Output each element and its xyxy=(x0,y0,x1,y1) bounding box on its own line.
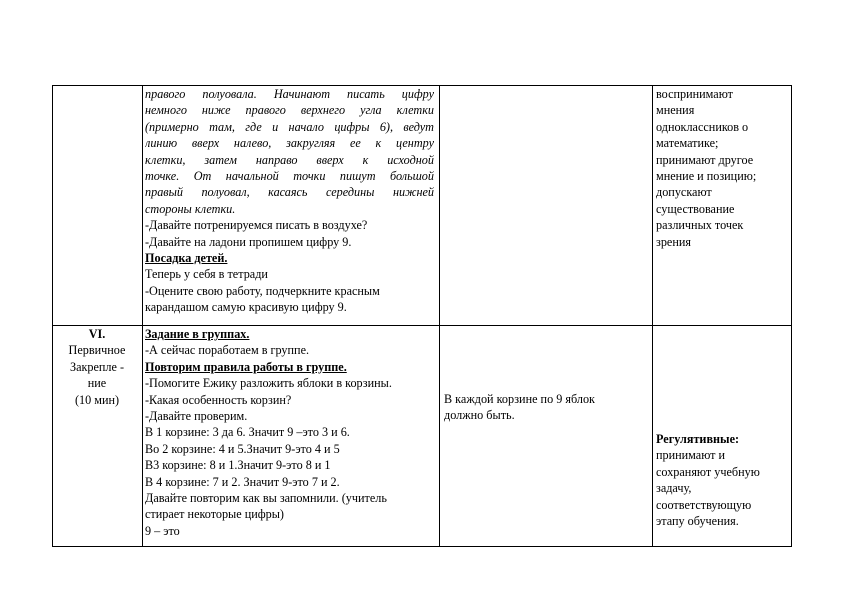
row1-teacher-cell xyxy=(145,86,434,316)
stage-text-line: Первичное xyxy=(68,343,126,358)
table-border-left xyxy=(52,85,53,547)
teacher-text-line: -Давайте потренируемся писать в воздухе? xyxy=(145,218,368,233)
teacher-text-line: 9 – это xyxy=(145,523,180,538)
student-text-line: должно быть. xyxy=(444,408,515,423)
column-divider-1 xyxy=(142,85,143,547)
teacher-text-line: линию вверх налево, закругляя ее к центру xyxy=(145,136,434,151)
uud-heading: Регулятивные: xyxy=(656,432,740,446)
stage-text-line: ние xyxy=(87,376,107,391)
teacher-text-line: -Помогите Ежику разложить яблоки в корзины. xyxy=(145,376,392,391)
teacher-text-line: -А сейчас поработаем в группе. xyxy=(145,343,310,358)
teacher-text-line: стороны клетки. xyxy=(145,201,236,216)
uud-text-line: мнения xyxy=(656,103,695,118)
row2-uud-cell xyxy=(656,431,788,529)
teacher-text-line: -Оцените свою работу, подчеркните красным xyxy=(145,283,380,298)
table-border-bottom xyxy=(52,546,792,547)
teacher-text-line: (примерно там, где и начало цифры 6), ведут xyxy=(145,119,434,134)
teacher-heading-line: Посадка детей. xyxy=(145,251,228,266)
row2-teacher-cell xyxy=(145,326,437,539)
teacher-text-line: точке. От начальной точки пишут большой xyxy=(145,169,434,184)
row2-student-cell xyxy=(444,391,649,424)
teacher-text-line: правый полуовал, касаясь середины нижней xyxy=(145,185,434,200)
uud-text-line: допускают xyxy=(656,185,712,200)
stage-number: VI. xyxy=(88,327,106,341)
teacher-text-line: карандашом самую красивую цифру 9. xyxy=(145,300,347,315)
teacher-heading-line: Задание в группах. xyxy=(145,327,250,341)
uud-text-line: сохраняют учебную xyxy=(656,464,760,479)
student-text-line: В каждой корзине по 9 яблок xyxy=(444,392,595,406)
uud-text-line: мнение и позицию; xyxy=(656,169,757,184)
uud-text-line: математике; xyxy=(656,136,719,151)
uud-text-line: принимают и xyxy=(656,448,726,463)
lesson-table xyxy=(52,85,792,547)
uud-text-line: принимают другое xyxy=(656,152,754,167)
row1-uud-cell xyxy=(656,86,788,250)
column-divider-2 xyxy=(439,85,440,547)
teacher-text-line: клетки, затем направо вверх к исходной xyxy=(145,152,434,167)
teacher-text-line: Теперь у себя в тетради xyxy=(145,267,268,282)
teacher-text-line: -Давайте проверим. xyxy=(145,409,248,424)
column-divider-3 xyxy=(652,85,653,547)
uud-text-line: воспринимают xyxy=(656,87,733,101)
uud-text-line: одноклассников о xyxy=(656,119,749,134)
uud-text-line: этапу обучения. xyxy=(656,514,739,529)
teacher-text-line: правого полуовала. Начинают писать цифру xyxy=(145,87,434,101)
teacher-text-line: Во 2 корзине: 4 и 5.Значит 9-это 4 и 5 xyxy=(145,441,340,456)
row2-stage-cell xyxy=(54,326,140,408)
uud-text-line: зрения xyxy=(656,234,691,249)
uud-text-line: различных точек xyxy=(656,218,744,233)
teacher-text-line: Давайте повторим как вы запомнили. (учитель xyxy=(145,491,387,506)
teacher-text-line: -Какая особенность корзин? xyxy=(145,392,292,407)
table-border-right xyxy=(791,85,792,547)
uud-text-line: задачу, xyxy=(656,481,692,496)
teacher-text-line: стирает некоторые цифры) xyxy=(145,507,284,522)
stage-duration: (10 мин) xyxy=(74,392,120,407)
teacher-text-line: немного ниже правого верхнего угла клетки xyxy=(145,103,434,118)
uud-text-line: существование xyxy=(656,201,735,216)
teacher-text-line: В 1 корзине: 3 да 6. Значит 9 –это 3 и 6. xyxy=(145,425,350,440)
uud-text-line: соответствующую xyxy=(656,497,752,512)
teacher-text-line: -Давайте на ладони пропишем цифру 9. xyxy=(145,234,352,249)
stage-text-line: Закрепле - xyxy=(69,359,125,374)
teacher-heading-line: Повторим правила работы в группе. xyxy=(145,359,347,374)
teacher-text-line: В3 корзине: 8 и 1.Значит 9-это 8 и 1 xyxy=(145,458,331,473)
teacher-text-line: В 4 корзине: 7 и 2. Значит 9-это 7 и 2. xyxy=(145,474,340,489)
